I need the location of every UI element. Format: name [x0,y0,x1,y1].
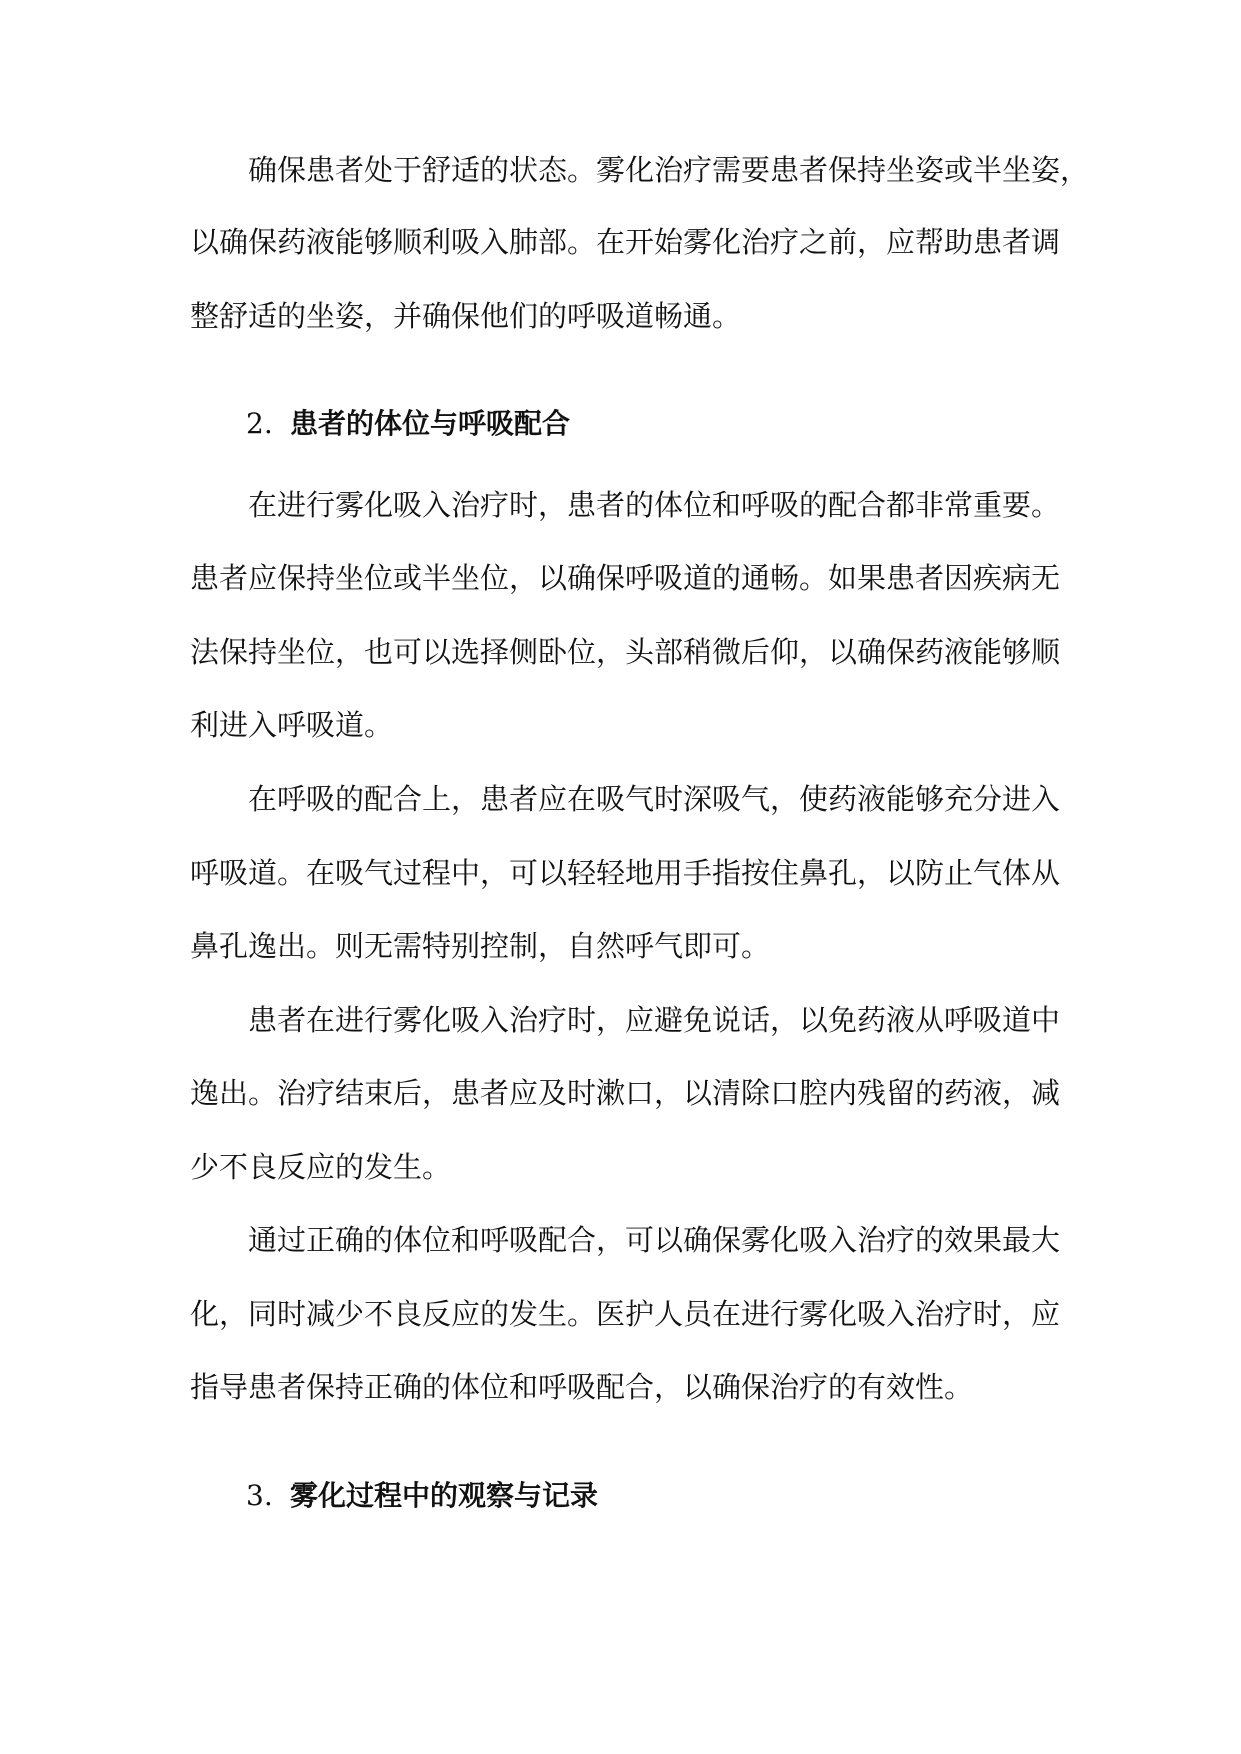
paragraph-line: 逸出。治疗结束后，患者应及时漱口，以清除口腔内残留的药液，减 [190,1076,1061,1110]
paragraph-line: 化，同时减少不良反应的发生。医护人员在进行雾化吸入治疗时，应 [190,1297,1061,1331]
paragraph-line: 在进行雾化吸入治疗时，患者的体位和呼吸的配合都非常重要。 [248,488,1061,522]
paragraph-line: 患者应保持坐位或半坐位，以确保呼吸道的通畅。如果患者因疾病无 [190,561,1061,595]
paragraph-line: 患者在进行雾化吸入治疗时，应避免说话，以免药液从呼吸道中 [248,1003,1061,1037]
section-title: 患者的体位与呼吸配合 [290,407,571,440]
paragraph-line: 通过正确的体位和呼吸配合，可以确保雾化吸入治疗的效果最大 [248,1223,1061,1257]
paragraph-line: 在呼吸的配合上，患者应在吸气时深吸气，使药液能够充分进入 [248,782,1061,816]
paragraph-line: 呼吸道。在吸气过程中，可以轻轻地用手指按住鼻孔，以防止气体从 [190,856,1061,890]
paragraph-line: 少不良反应的发生。 [190,1150,452,1184]
section-title: 雾化过程中的观察与记录 [290,1479,599,1512]
section-heading [246,1476,1146,1516]
paragraph-line: 整舒适的坐姿，并确保他们的呼吸道畅通。 [190,299,742,333]
section-heading [246,404,1146,444]
paragraph-line: 以确保药液能够顺利吸入肺部。在开始雾化治疗之前，应帮助患者调 [190,225,1061,259]
paragraph-line: 法保持坐位，也可以选择侧卧位，头部稍微后仰，以确保药液能够顺 [190,635,1061,669]
paragraph-line: 确保患者处于舒适的状态。雾化治疗需要患者保持坐姿或半坐姿， [248,153,1090,187]
section-number: 3. [246,1479,273,1512]
paragraph-line: 鼻孔逸出。则无需特别控制，自然呼气即可。 [190,929,771,963]
paragraph-line: 指导患者保持正确的体位和呼吸配合，以确保治疗的有效性。 [190,1370,974,1404]
paragraph-line: 利进入呼吸道。 [190,708,394,742]
section-number: 2. [246,407,273,440]
